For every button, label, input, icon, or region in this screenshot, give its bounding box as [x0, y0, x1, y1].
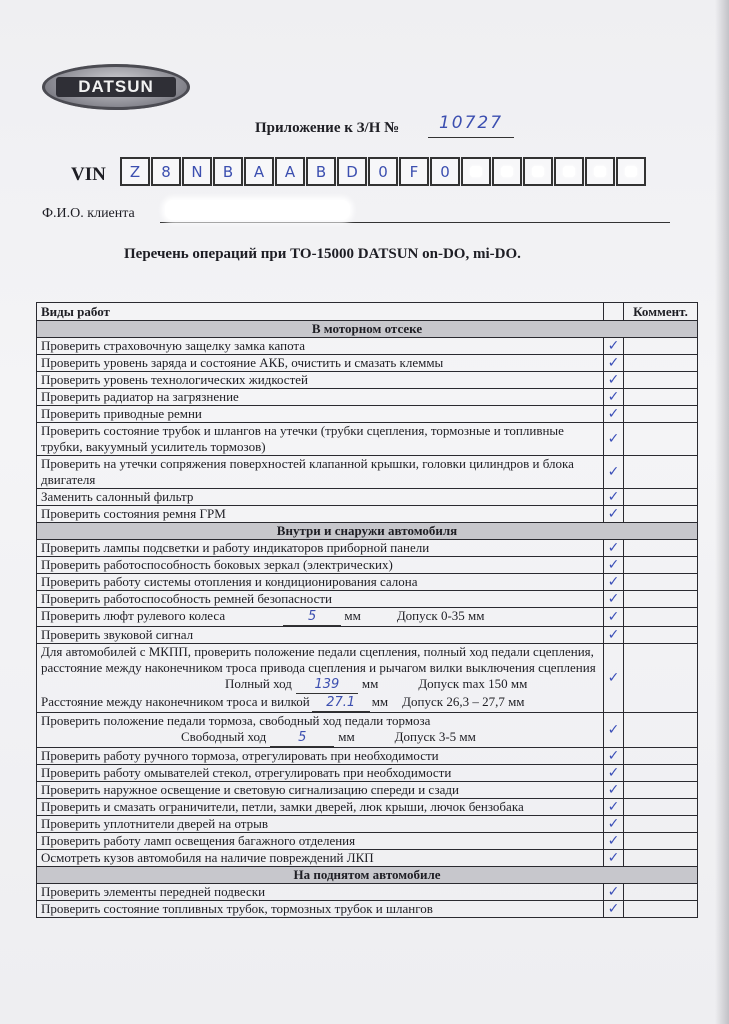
free-travel-label: Свободный ход	[181, 729, 267, 744]
check-mark[interactable]: ✓	[604, 608, 624, 627]
operations-table	[36, 302, 698, 918]
operation-text: Проверить состояние топливных трубок, тормозных трубок и шлангов	[37, 901, 604, 918]
full-travel-value[interactable]: 139	[296, 677, 358, 694]
operation-text: Проверить на утечки сопряжения поверхностей клапанной крышки, головки цилиндров и блока двигателя	[37, 456, 604, 489]
datsun-logo	[42, 64, 190, 110]
check-mark[interactable]: ✓	[604, 591, 624, 608]
check-mark[interactable]: ✓	[604, 713, 624, 748]
table-row	[37, 456, 698, 489]
comment-cell[interactable]	[624, 540, 698, 557]
operation-text	[37, 608, 604, 627]
check-mark[interactable]: ✓	[604, 884, 624, 901]
vin-cell[interactable]: D	[337, 157, 367, 186]
check-mark[interactable]: ✓	[604, 338, 624, 355]
clutch-cable-distance	[41, 694, 599, 712]
col-header-comment: Коммент.	[624, 303, 698, 321]
steering-value[interactable]: 5	[283, 609, 341, 626]
vin-redaction	[532, 166, 544, 177]
steering-tolerance: Допуск 0-35 мм	[396, 608, 485, 623]
vin-redaction	[625, 166, 637, 177]
section-title: В моторном отсеке	[37, 321, 698, 338]
table-row-clutch	[37, 644, 698, 713]
steering-unit: мм	[341, 608, 361, 623]
comment-cell[interactable]	[624, 748, 698, 765]
operation-text: Проверить и смазать ограничители, петли, замки дверей, люк крыши, лючок бензобака	[37, 799, 604, 816]
comment-cell[interactable]	[624, 816, 698, 833]
operation-text: Заменить салонный фильтр	[37, 489, 604, 506]
operation-text: Проверить работоспособность ремней безопасности	[37, 591, 604, 608]
check-mark[interactable]: ✓	[604, 765, 624, 782]
operation-text: Проверить работу системы отопления и кондиционирования салона	[37, 574, 604, 591]
comment-cell[interactable]	[624, 406, 698, 423]
check-mark[interactable]: ✓	[604, 540, 624, 557]
operation-text: Проверить звуковой сигнал	[37, 627, 604, 644]
check-mark[interactable]: ✓	[604, 799, 624, 816]
table-row	[37, 884, 698, 901]
list-title: Перечень операций при ТО-15000 DATSUN on-DO, mi-DO.	[124, 246, 521, 262]
operation-text: Проверить уровень заряда и состояние АКБ, очистить и смазать клеммы	[37, 355, 604, 372]
client-name-field[interactable]	[160, 222, 670, 223]
comment-cell[interactable]	[624, 627, 698, 644]
free-travel-tolerance: Допуск 3-5 мм	[394, 729, 476, 744]
check-mark[interactable]: ✓	[604, 901, 624, 918]
vin-cell[interactable]: B	[306, 157, 336, 186]
table-row-brake	[37, 713, 698, 748]
check-mark[interactable]: ✓	[604, 574, 624, 591]
comment-cell[interactable]	[624, 713, 698, 748]
clutch-description: Для автомобилей с МКПП, проверить положение педали сцепления, полный ход педали сцепления, расстояние между наконечником троса привода сцепления и рычагом вилки выключения сцепления	[41, 644, 596, 675]
check-mark[interactable]: ✓	[604, 456, 624, 489]
comment-cell[interactable]	[624, 506, 698, 523]
vin-redaction	[594, 166, 606, 177]
table-header-row	[37, 303, 698, 321]
vin-cell[interactable]	[461, 157, 491, 186]
table-row	[37, 355, 698, 372]
vin-cell[interactable]: A	[244, 157, 274, 186]
appendix-label: Приложение к З/Н №	[255, 120, 400, 136]
vin-cell[interactable]: A	[275, 157, 305, 186]
vin-cell[interactable]: F	[399, 157, 429, 186]
table-row	[37, 372, 698, 389]
table-row	[37, 591, 698, 608]
table-row	[37, 765, 698, 782]
free-travel-value[interactable]: 5	[270, 730, 334, 747]
comment-cell[interactable]	[624, 608, 698, 627]
comment-cell[interactable]	[624, 389, 698, 406]
operation-text: Осмотреть кузов автомобиля на наличие повреждений ЛКП	[37, 850, 604, 867]
comment-cell[interactable]	[624, 644, 698, 713]
check-mark[interactable]: ✓	[604, 833, 624, 850]
cable-distance-tolerance: Допуск 26,3 – 27,7 мм	[402, 694, 525, 709]
check-mark[interactable]: ✓	[604, 389, 624, 406]
check-mark[interactable]: ✓	[604, 372, 624, 389]
table-row	[37, 406, 698, 423]
col-header-check	[604, 303, 624, 321]
operation-text: Проверить уплотнители дверей на отрыв	[37, 816, 604, 833]
operation-text	[37, 644, 604, 713]
check-mark[interactable]: ✓	[604, 423, 624, 456]
table-row	[37, 389, 698, 406]
operation-text: Проверить работу омывателей стекол, отрегулировать при необходимости	[37, 765, 604, 782]
operation-text: Проверить страховочную защелку замка капота	[37, 338, 604, 355]
comment-cell[interactable]	[624, 372, 698, 389]
check-mark[interactable]: ✓	[604, 506, 624, 523]
vin-cell[interactable]: N	[182, 157, 212, 186]
operation-text: Проверить работоспособность боковых зеркал (электрических)	[37, 557, 604, 574]
operation-text: Проверить состояние трубок и шлангов на утечки (трубки сцепления, тормозные и топливные трубки, вакуумный усилитель тормозов)	[37, 423, 604, 456]
vin-cell[interactable]	[585, 157, 615, 186]
vin-cell[interactable]	[554, 157, 584, 186]
operation-text: Проверить состояния ремня ГРМ	[37, 506, 604, 523]
operation-text: Проверить лампы подсветки и работу индикаторов приборной панели	[37, 540, 604, 557]
table-row	[37, 557, 698, 574]
client-name-redaction	[165, 200, 350, 220]
operation-text: Проверить наружное освещение и световую сигнализацию спереди и сзади	[37, 782, 604, 799]
table-row	[37, 574, 698, 591]
comment-cell[interactable]	[624, 456, 698, 489]
table-row	[37, 816, 698, 833]
comment-cell[interactable]	[624, 901, 698, 918]
table-row	[37, 901, 698, 918]
check-mark[interactable]: ✓	[604, 782, 624, 799]
vin-cell[interactable]: 0	[430, 157, 460, 186]
table-row	[37, 338, 698, 355]
free-travel-unit: мм	[338, 729, 355, 744]
table-row	[37, 423, 698, 456]
operation-text: Проверить работу ручного тормоза, отрегулировать при необходимости	[37, 748, 604, 765]
section-title: На поднятом автомобиле	[37, 867, 698, 884]
vin-cell[interactable]	[523, 157, 553, 186]
comment-cell[interactable]	[624, 833, 698, 850]
check-mark[interactable]: ✓	[604, 557, 624, 574]
operation-text: Проверить приводные ремни	[37, 406, 604, 423]
comment-cell[interactable]	[624, 355, 698, 372]
check-mark[interactable]: ✓	[604, 644, 624, 713]
logo-band	[56, 77, 176, 97]
table-row	[37, 850, 698, 867]
cable-distance-label: Расстояние между наконечником троса и вилкой	[41, 694, 310, 709]
check-mark[interactable]: ✓	[604, 627, 624, 644]
operation-text: Проверить уровень технологических жидкостей	[37, 372, 604, 389]
vin-cell[interactable]: 0	[368, 157, 398, 186]
comment-cell[interactable]	[624, 765, 698, 782]
full-travel-label: Полный ход	[225, 676, 292, 691]
steering-label: Проверить люфт рулевого колеса	[41, 608, 226, 623]
check-mark[interactable]: ✓	[604, 816, 624, 833]
vin-redaction	[470, 166, 482, 177]
vin-redaction	[501, 166, 513, 177]
page-edge-shadow	[715, 0, 729, 1024]
table-row-steering	[37, 608, 698, 627]
comment-cell[interactable]	[624, 557, 698, 574]
check-mark[interactable]: ✓	[604, 748, 624, 765]
vin-cell[interactable]: Z	[120, 157, 150, 186]
full-travel-unit: мм	[361, 676, 379, 691]
full-travel-tolerance: Допуск max 150 мм	[418, 676, 528, 691]
section-row	[37, 523, 698, 540]
check-mark[interactable]: ✓	[604, 406, 624, 423]
operation-text	[37, 713, 604, 748]
section-row	[37, 321, 698, 338]
table-row	[37, 748, 698, 765]
vin-cell[interactable]	[492, 157, 522, 186]
table-row	[37, 782, 698, 799]
section-row	[37, 867, 698, 884]
operation-text: Проверить элементы передней подвески	[37, 884, 604, 901]
logo-text: DATSUN	[78, 77, 154, 96]
vin-cell[interactable]: B	[213, 157, 243, 186]
check-mark[interactable]: ✓	[604, 489, 624, 506]
cable-distance-value[interactable]: 27.1	[312, 695, 370, 712]
vin-cell[interactable]	[616, 157, 646, 186]
comment-cell[interactable]	[624, 338, 698, 355]
clutch-full-travel	[41, 676, 599, 694]
check-mark[interactable]: ✓	[604, 850, 624, 867]
table-row	[37, 799, 698, 816]
comment-cell[interactable]	[624, 799, 698, 816]
comment-cell[interactable]	[624, 423, 698, 456]
operation-text: Проверить радиатор на загрязнение	[37, 389, 604, 406]
cable-distance-unit: мм	[371, 694, 389, 709]
vin-cell[interactable]: 8	[151, 157, 181, 186]
brake-free-travel	[41, 729, 599, 747]
check-mark[interactable]: ✓	[604, 355, 624, 372]
col-header-works: Виды работ	[37, 303, 604, 321]
vin-label: VIN	[71, 164, 106, 185]
comment-cell[interactable]	[624, 850, 698, 867]
comment-cell[interactable]	[624, 574, 698, 591]
client-label: Ф.И.О. клиента	[42, 206, 135, 221]
vin-redaction	[563, 166, 575, 177]
table-row	[37, 627, 698, 644]
comment-cell[interactable]	[624, 782, 698, 799]
comment-cell[interactable]	[624, 489, 698, 506]
order-number-field[interactable]: 10727	[428, 113, 514, 138]
table-row	[37, 833, 698, 850]
section-title: Внутри и снаружи автомобиля	[37, 523, 698, 540]
table-row	[37, 540, 698, 557]
operation-text: Проверить работу ламп освещения багажного отделения	[37, 833, 604, 850]
comment-cell[interactable]	[624, 884, 698, 901]
vin-cells	[120, 157, 647, 186]
table-row	[37, 489, 698, 506]
brake-description: Проверить положение педали тормоза, свободный ход педали тормоза	[41, 713, 431, 728]
table-row	[37, 506, 698, 523]
comment-cell[interactable]	[624, 591, 698, 608]
